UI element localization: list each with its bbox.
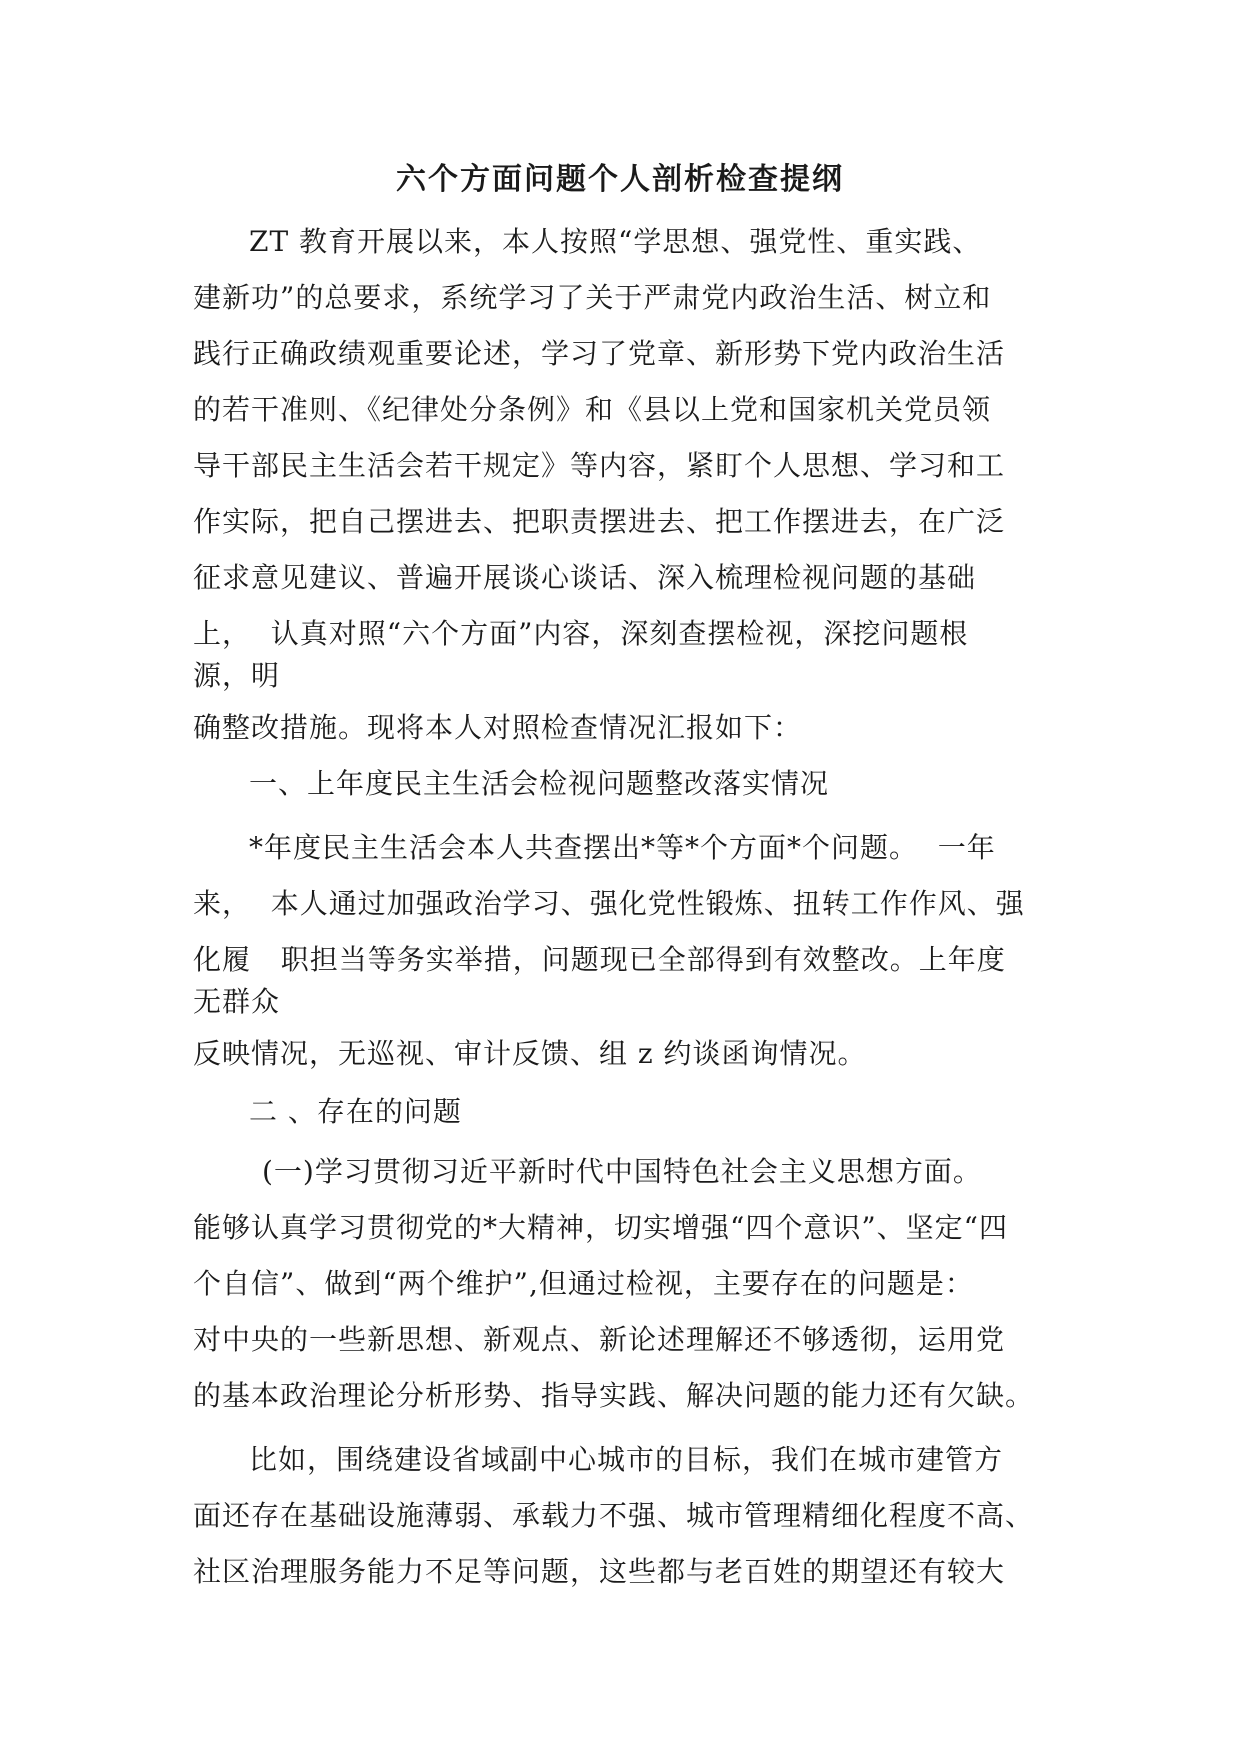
paragraph-line: 源，明 bbox=[193, 659, 281, 692]
paragraph-line: 反映情况，无巡视、审计反馈、组 z 约谈函询情况。 bbox=[193, 1037, 867, 1070]
paragraph-line: 无群众 bbox=[193, 985, 281, 1018]
paragraph-line: 社区治理服务能力不足等问题，这些都与老百姓的期望还有较大 bbox=[193, 1555, 1006, 1588]
paragraph-line: 建新功”的总要求，系统学习了关于严肃党内政治生活、树立和 bbox=[193, 281, 992, 314]
paragraph-line: 作实际，把自己摆进去、把职责摆进去、把工作摆进去，在广泛 bbox=[193, 505, 1006, 538]
paragraph-line: 确整改措施。现将本人对照检查情况汇报如下： bbox=[193, 711, 803, 744]
paragraph-line: 化履 职担当等务实举措，问题现已全部得到有效整改。上年度 bbox=[193, 943, 1006, 976]
subsection-heading: (一)学习贯彻习近平新时代中国特色社会主义思想方面。 bbox=[262, 1155, 982, 1188]
section-heading: 一、上年度民主生活会检视问题整改落实情况 bbox=[249, 767, 830, 800]
paragraph-line: 能够认真学习贯彻党的*大精神，切实增强“四个意识”、坚定“四 bbox=[193, 1211, 1008, 1244]
paragraph-line: ZT 教育开展以来，本人按照“学思想、强党性、重实践、 bbox=[249, 225, 982, 258]
paragraph-line: 上， 认真对照“六个方面”内容，深刻查摆检视，深挖问题根 bbox=[193, 617, 969, 650]
paragraph-line: 征求意见建议、普遍开展谈心谈话、深入梳理检视问题的基础 bbox=[193, 561, 977, 594]
paragraph-line: 的若干准则、《纪律处分条例》和《县以上党和国家机关党员领 bbox=[193, 393, 992, 426]
paragraph-line: 个自信”、做到“两个维护”,但通过检视，主要存在的问题是： bbox=[193, 1267, 974, 1300]
paragraph-line: 导干部民主生活会若干规定》等内容，紧盯个人思想、学习和工 bbox=[193, 449, 1006, 482]
paragraph-line: 比如，围绕建设省域副中心城市的目标，我们在城市建管方 bbox=[249, 1443, 1004, 1476]
paragraph-line: 来， 本人通过加强政治学习、强化党性锻炼、扭转工作作风、强 bbox=[193, 887, 1025, 920]
paragraph-line: 的基本政治理论分析形势、指导实践、解决问题的能力还有欠缺。 bbox=[193, 1379, 1035, 1412]
paragraph-line: 对中央的一些新思想、新观点、新论述理解还不够透彻，运用党 bbox=[193, 1323, 1006, 1356]
section-heading: 二 、存在的问题 bbox=[249, 1095, 462, 1128]
paragraph-line: *年度民主生活会本人共查摆出*等*个方面*个问题。 一年 bbox=[249, 831, 996, 864]
document-title: 六个方面问题个人剖析检查提纲 bbox=[396, 162, 844, 197]
paragraph-line: 面还存在基础设施薄弱、承载力不强、城市管理精细化程度不高、 bbox=[193, 1499, 1035, 1532]
paragraph-line: 践行正确政绩观重要论述，学习了党章、新形势下党内政治生活 bbox=[193, 337, 1006, 370]
